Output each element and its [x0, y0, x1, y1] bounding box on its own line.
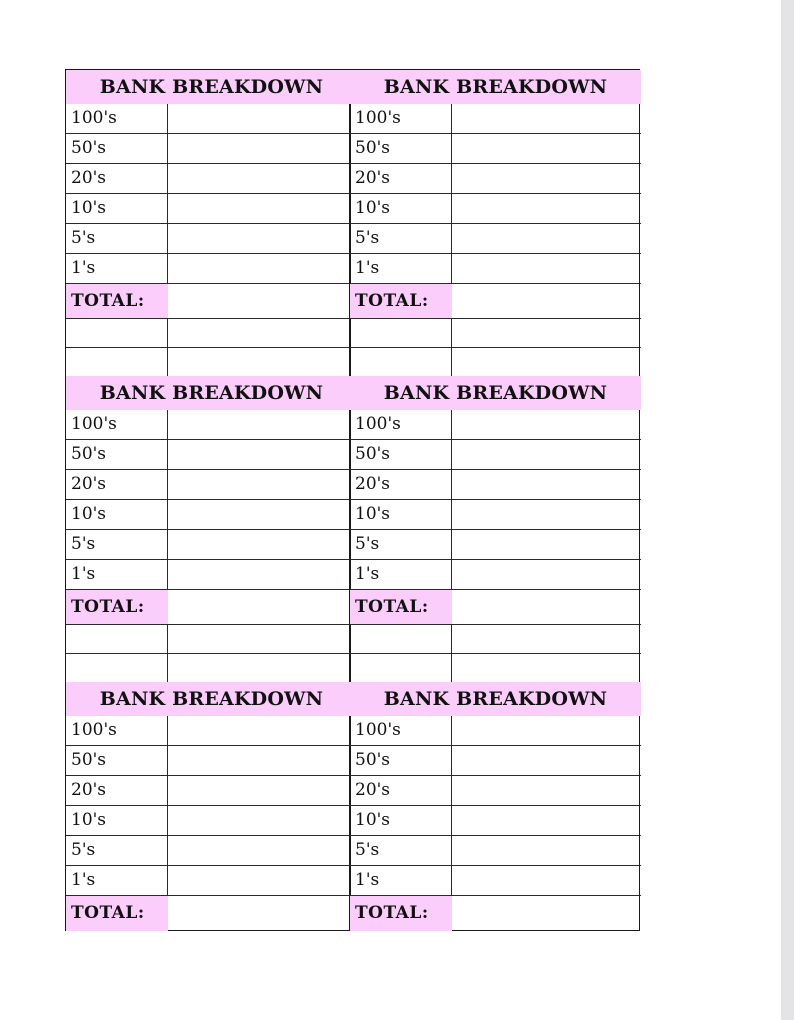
block-header: BANK BREAKDOWN	[350, 70, 641, 104]
spacer-row	[350, 348, 641, 377]
denomination-label: 50's	[350, 134, 452, 163]
bank-breakdown-block	[350, 70, 641, 377]
amount-cell[interactable]	[452, 194, 641, 223]
total-row	[350, 896, 641, 931]
denomination-row	[350, 560, 641, 590]
amount-cell[interactable]	[168, 530, 357, 559]
denomination-label: 1's	[66, 866, 168, 895]
denomination-row	[350, 500, 641, 530]
amount-cell[interactable]	[168, 866, 357, 895]
denomination-label: 100's	[350, 104, 452, 133]
denomination-row	[66, 806, 357, 836]
block-header: BANK BREAKDOWN	[66, 70, 357, 104]
amount-cell[interactable]	[452, 134, 641, 163]
denomination-label: 1's	[350, 560, 452, 589]
spacer-row	[66, 348, 357, 377]
denomination-row	[350, 104, 641, 134]
amount-cell[interactable]	[168, 104, 357, 133]
denomination-label: 20's	[66, 164, 168, 193]
denomination-label: 10's	[66, 500, 168, 529]
denomination-label: 20's	[66, 470, 168, 499]
denomination-label: 10's	[350, 194, 452, 223]
total-cell[interactable]	[168, 284, 357, 318]
denomination-row	[66, 776, 357, 806]
amount-cell[interactable]	[452, 530, 641, 559]
amount-cell[interactable]	[452, 470, 641, 499]
amount-cell[interactable]	[168, 776, 357, 805]
block-header: BANK BREAKDOWN	[66, 376, 357, 410]
denomination-label: 100's	[66, 716, 168, 745]
denomination-label: 10's	[350, 500, 452, 529]
denomination-label: 5's	[66, 836, 168, 865]
page-edge	[781, 0, 794, 1020]
spacer-row	[350, 319, 641, 348]
spacer-row	[350, 625, 641, 654]
amount-cell[interactable]	[452, 224, 641, 253]
spacer-row	[66, 625, 357, 654]
denomination-label: 5's	[350, 530, 452, 559]
denomination-label: 1's	[350, 254, 452, 283]
amount-cell[interactable]	[168, 410, 357, 439]
denomination-row	[350, 866, 641, 896]
amount-cell[interactable]	[168, 806, 357, 835]
total-row	[350, 590, 641, 625]
denomination-label: 50's	[66, 134, 168, 163]
total-label: TOTAL:	[66, 590, 168, 624]
total-row	[66, 896, 357, 931]
denomination-row	[350, 254, 641, 284]
amount-cell[interactable]	[452, 866, 641, 895]
denomination-row	[66, 560, 357, 590]
denomination-row	[350, 716, 641, 746]
bank-breakdown-block	[350, 376, 641, 683]
denomination-label: 50's	[350, 440, 452, 469]
denomination-label: 20's	[350, 164, 452, 193]
total-cell[interactable]	[168, 590, 357, 624]
amount-cell[interactable]	[452, 500, 641, 529]
denomination-label: 1's	[66, 560, 168, 589]
denomination-label: 50's	[66, 746, 168, 775]
amount-cell[interactable]	[168, 134, 357, 163]
total-row	[350, 284, 641, 319]
denomination-row	[66, 470, 357, 500]
total-row	[66, 590, 357, 625]
denomination-label: 100's	[66, 104, 168, 133]
denomination-label: 10's	[66, 806, 168, 835]
denomination-row	[350, 776, 641, 806]
denomination-row	[66, 716, 357, 746]
total-label: TOTAL:	[350, 590, 452, 624]
block-header: BANK BREAKDOWN	[66, 682, 357, 716]
spacer-row	[66, 319, 357, 348]
denomination-label: 20's	[350, 470, 452, 499]
denomination-row	[350, 440, 641, 470]
denomination-row	[350, 134, 641, 164]
amount-cell[interactable]	[452, 440, 641, 469]
amount-cell[interactable]	[168, 500, 357, 529]
amount-cell[interactable]	[168, 836, 357, 865]
denomination-label: 50's	[350, 746, 452, 775]
bank-breakdown-block	[66, 682, 357, 931]
total-cell[interactable]	[452, 284, 641, 318]
denomination-label: 5's	[350, 224, 452, 253]
amount-cell[interactable]	[452, 776, 641, 805]
amount-cell[interactable]	[452, 164, 641, 193]
denomination-row	[66, 440, 357, 470]
denomination-label: 100's	[350, 410, 452, 439]
denomination-label: 100's	[350, 716, 452, 745]
total-label: TOTAL:	[350, 284, 452, 318]
denomination-row	[350, 806, 641, 836]
denomination-label: 20's	[66, 776, 168, 805]
denomination-label: 10's	[66, 194, 168, 223]
spacer-row	[350, 654, 641, 683]
bank-breakdown-sheet	[65, 69, 640, 931]
denomination-label: 5's	[66, 224, 168, 253]
denomination-row	[350, 224, 641, 254]
amount-cell[interactable]	[168, 194, 357, 223]
denomination-row	[66, 254, 357, 284]
total-label: TOTAL:	[350, 896, 452, 931]
amount-cell[interactable]	[452, 746, 641, 775]
bank-breakdown-block	[66, 376, 357, 683]
amount-cell[interactable]	[168, 164, 357, 193]
amount-cell[interactable]	[168, 254, 357, 283]
denomination-row	[350, 194, 641, 224]
amount-cell[interactable]	[168, 224, 357, 253]
spacer-row	[66, 654, 357, 683]
denomination-row	[350, 470, 641, 500]
denomination-label: 50's	[66, 440, 168, 469]
amount-cell[interactable]	[168, 560, 357, 589]
denomination-label: 5's	[350, 836, 452, 865]
amount-cell[interactable]	[452, 410, 641, 439]
denomination-row	[66, 134, 357, 164]
denomination-row	[66, 746, 357, 776]
denomination-row	[66, 104, 357, 134]
denomination-label: 1's	[350, 866, 452, 895]
amount-cell[interactable]	[168, 470, 357, 499]
total-cell[interactable]	[168, 896, 357, 931]
denomination-row	[66, 866, 357, 896]
denomination-label: 1's	[66, 254, 168, 283]
amount-cell[interactable]	[452, 806, 641, 835]
amount-cell[interactable]	[168, 746, 357, 775]
amount-cell[interactable]	[452, 254, 641, 283]
denomination-label: 100's	[66, 410, 168, 439]
denomination-label: 10's	[350, 806, 452, 835]
denomination-row	[66, 410, 357, 440]
denomination-row	[66, 530, 357, 560]
amount-cell[interactable]	[452, 716, 641, 745]
amount-cell[interactable]	[452, 836, 641, 865]
total-cell[interactable]	[452, 896, 641, 931]
denomination-row	[350, 746, 641, 776]
denomination-label: 5's	[66, 530, 168, 559]
denomination-row	[350, 530, 641, 560]
denomination-row	[66, 194, 357, 224]
total-row	[66, 284, 357, 319]
total-label: TOTAL:	[66, 896, 168, 931]
denomination-row	[350, 164, 641, 194]
denomination-row	[66, 500, 357, 530]
total-cell[interactable]	[452, 590, 641, 624]
denomination-label: 20's	[350, 776, 452, 805]
bank-breakdown-block	[350, 682, 641, 931]
denomination-row	[350, 410, 641, 440]
block-header: BANK BREAKDOWN	[350, 376, 641, 410]
amount-cell[interactable]	[452, 560, 641, 589]
block-header: BANK BREAKDOWN	[350, 682, 641, 716]
denomination-row	[66, 224, 357, 254]
total-label: TOTAL:	[66, 284, 168, 318]
amount-cell[interactable]	[168, 440, 357, 469]
denomination-row	[66, 164, 357, 194]
denomination-row	[350, 836, 641, 866]
amount-cell[interactable]	[452, 104, 641, 133]
denomination-row	[66, 836, 357, 866]
bank-breakdown-block	[66, 70, 357, 377]
amount-cell[interactable]	[168, 716, 357, 745]
